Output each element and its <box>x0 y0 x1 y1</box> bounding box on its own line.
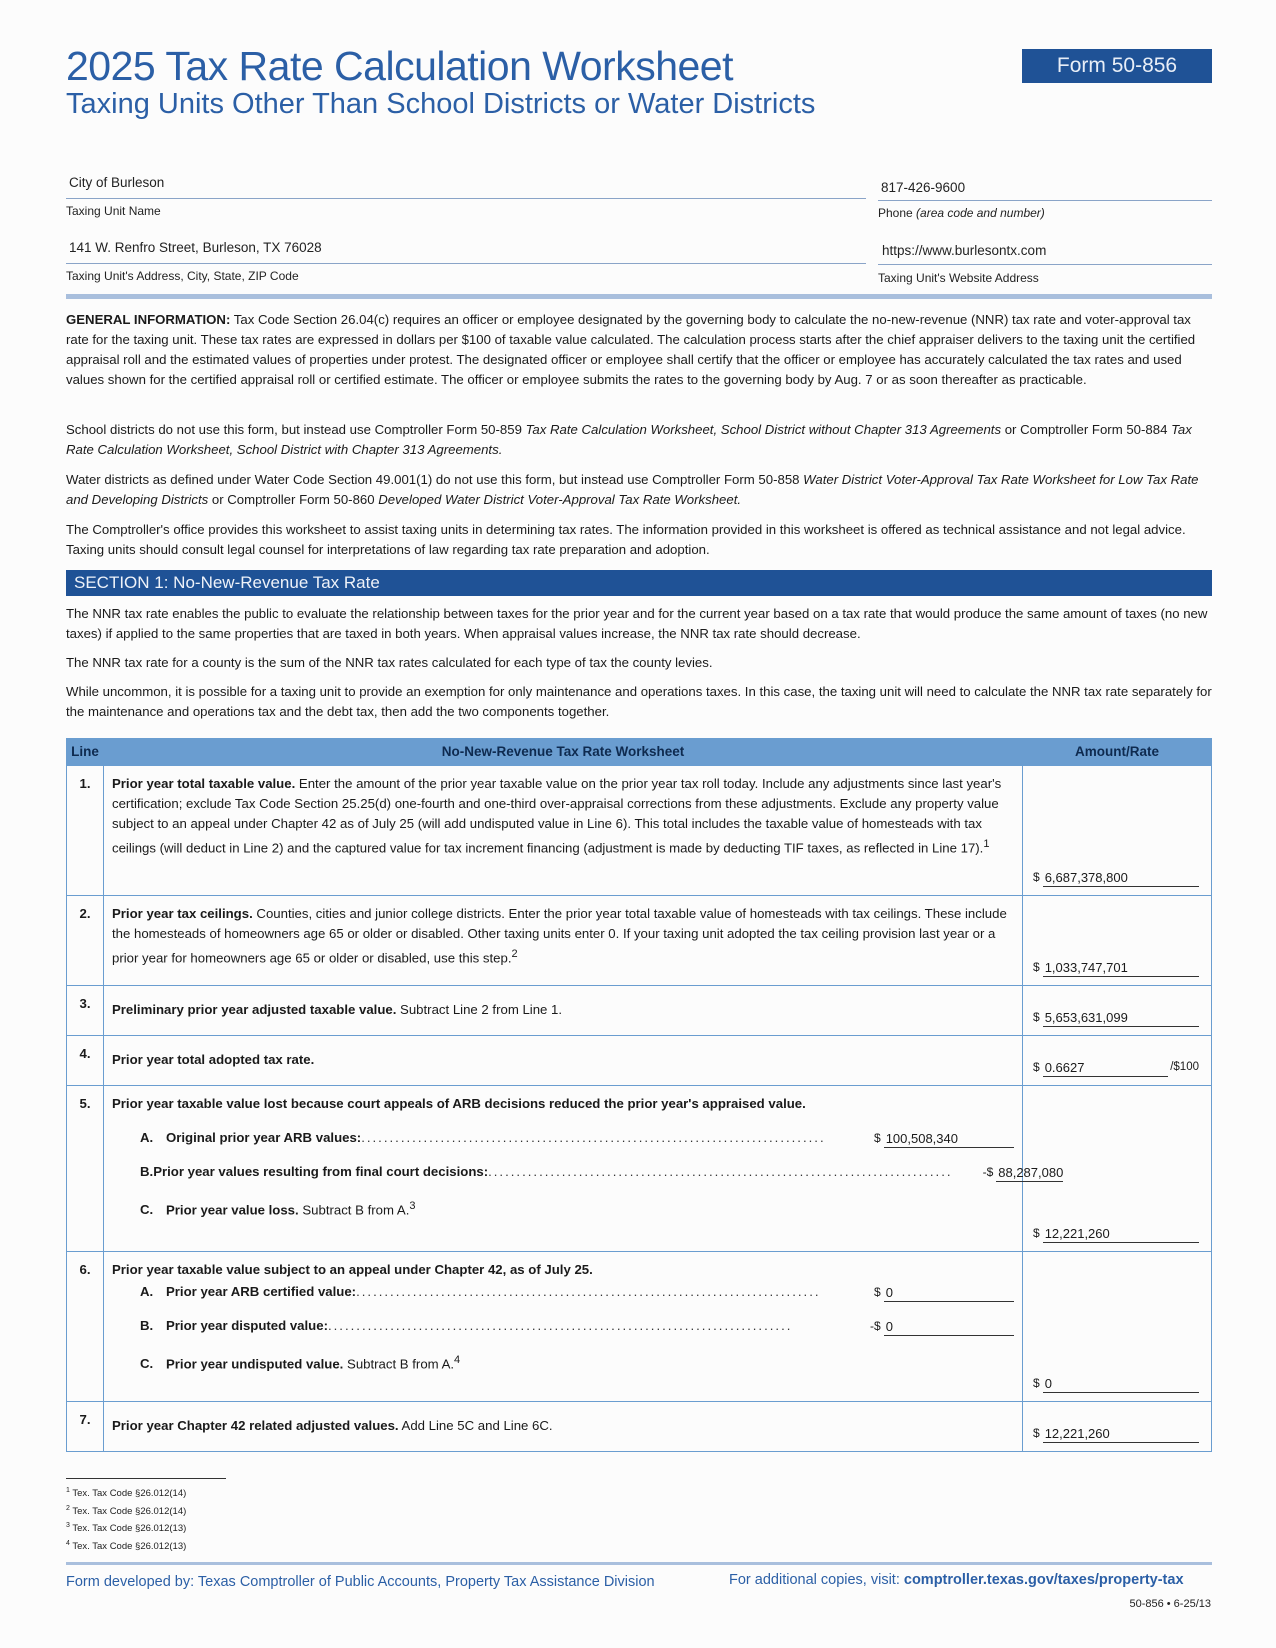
amount-field[interactable]: 1,033,747,701 <box>1043 959 1199 977</box>
sub-line-c: C. Prior year value loss. Subtract B from A.$^3$ <box>140 1200 416 1218</box>
leader-dots: .................................................................................. <box>361 1130 826 1145</box>
footnote-1: $^1$ Tex. Tax Code §26.012(14) <box>66 1487 187 1500</box>
rate-field[interactable]: 0.6627 <box>1043 1059 1169 1077</box>
col-line-header: Line <box>67 739 104 766</box>
sub-line-b: B. Prior year values resulting from final court decisions: .................................................................................. - $ 88,287,080 <box>140 1164 1064 1180</box>
water-districts-note: Water districts as defined under Water Code Section 49.001(1) do not use this form, but instead use Comptroller Form 50-858 Water District Voter-Approval Tax Rate Worksheet for Low Tax Rate and Developing Districts or Comptroller Form 50-860 Developed Water District Voter-Approval Tax Rate Worksheet. <box>66 472 1199 507</box>
leader-dots: .................................................................................. <box>327 1318 793 1333</box>
name-underline <box>66 198 866 199</box>
disputed-value-field[interactable]: 0 <box>884 1318 1014 1336</box>
form-revision-code: 50-856 • 6-25/13 <box>1129 1598 1211 1610</box>
amount-field[interactable]: 0 <box>1043 1375 1199 1393</box>
currency-sign: $ <box>1033 1426 1040 1440</box>
section-1-exemption-note: While uncommon, it is possible for a taxing unit to provide an exemption for only maintenance and operations taxes. In this case, the taxing unit will need to calculate the NNR tax rate separately for the maintenance and operations tax and the debt tax, then add the two components together. <box>66 684 1212 719</box>
court-decision-values-field[interactable]: 88,287,080 <box>998 1165 1064 1180</box>
line-number: 4. <box>67 1036 104 1086</box>
address-label: Taxing Unit's Address, City, State, ZIP Code <box>66 269 299 283</box>
table-row <box>67 1036 1212 1086</box>
line-number: 7. <box>67 1402 104 1452</box>
line-number: 1. <box>67 766 104 896</box>
col-amount-header: Amount/Rate <box>1023 739 1212 766</box>
amount-field[interactable]: 6,687,378,800 <box>1043 869 1199 887</box>
line-amount-cell <box>1023 986 1212 1036</box>
currency-sign: $ <box>1033 1226 1040 1240</box>
currency-sign: $ <box>1033 1060 1040 1074</box>
footnotes <box>66 1484 186 1555</box>
amount-field[interactable]: 12,221,260 <box>1043 1225 1199 1243</box>
table-row <box>67 766 1212 896</box>
per-100-suffix: /$100 <box>1170 1061 1199 1073</box>
footnote-3: $^3$ Tex. Tax Code §26.012(13) <box>66 1522 187 1535</box>
section-1-county-note: The NNR tax rate for a county is the sum of the NNR tax rates calculated for each type of tax the county levies. <box>66 655 713 670</box>
comptroller-link[interactable]: comptroller.texas.gov/taxes/property-tax <box>903 1572 1184 1588</box>
line-number: 6. <box>67 1252 104 1402</box>
table-row <box>67 1086 1212 1252</box>
line-description: Preliminary prior year adjusted taxable value. Subtract Line 2 from Line 1. <box>104 986 1023 1036</box>
currency-sign: $ <box>1033 1010 1040 1024</box>
table-row <box>67 896 1212 986</box>
line-description: Prior year total adopted tax rate. <box>104 1036 1023 1086</box>
website-field[interactable]: https://www.burlesontx.com <box>882 243 1047 258</box>
table-row <box>67 1402 1212 1452</box>
website-underline <box>878 264 1212 265</box>
sub-line-b: B. Prior year disputed value: .................................................................................. - $ 0 <box>112 1316 1014 1336</box>
line-number: 2. <box>67 896 104 986</box>
footnote-divider <box>66 1478 226 1479</box>
arb-certified-value-field[interactable]: 0 <box>884 1284 1014 1302</box>
line-amount-cell <box>1023 1402 1212 1452</box>
sub-line-a: A. Original prior year ARB values: .................................................................................. $ 100,508,340 <box>112 1128 1014 1148</box>
sub-line-c: C. Prior year undisputed value. Subtract B from A.$^4$ <box>140 1354 461 1372</box>
form-number-badge: Form 50-856 <box>1022 49 1212 83</box>
footer-developed-by: Form developed by: Texas Comptroller of Public Accounts, Property Tax Assistance Division <box>66 1574 655 1590</box>
table-row <box>67 1252 1212 1402</box>
leader-dots: .................................................................................. <box>356 1284 821 1299</box>
original-arb-values-field[interactable]: 100,508,340 <box>884 1130 1014 1148</box>
page-title: 2025 Tax Rate Calculation Worksheet <box>66 43 733 89</box>
phone-underline <box>878 200 1212 201</box>
footnote-2: $^2$ Tex. Tax Code §26.012(14) <box>66 1504 187 1517</box>
line-number: 5. <box>67 1086 104 1252</box>
footer-divider <box>66 1562 1212 1565</box>
line-amount-cell <box>1023 1036 1212 1086</box>
amount-field[interactable]: 5,653,631,099 <box>1043 1009 1199 1027</box>
currency-sign: $ <box>1033 1376 1040 1390</box>
nnr-worksheet-table <box>66 738 1212 1452</box>
general-information: GENERAL INFORMATION: Tax Code Section 26.04(c) requires an officer or employee designated by the governing body to calculate the no-new-revenue (NNR) tax rate and voter-approval tax rate for the taxing unit. These tax rates are expressed in dollars per $100 of taxable value calculated. The calculation process starts after the chief appraiser delivers to the taxing unit the certified appraisal roll and the estimated values of properties under protest. The designated officer or employee shall certify that the officer or employee has accurately calculated the tax rates and used values shown for the certified appraisal roll or certified estimate. The officer or employee submits the rates to the governing body by Aug. 7 or as soon thereafter as practicable. <box>66 312 1196 387</box>
footnote-4: $^4$ Tex. Tax Code §26.012(13) <box>66 1539 187 1553</box>
table-row <box>67 986 1212 1036</box>
line-description: Prior year taxable value subject to an appeal under Chapter 42, as of July 25. A. Prior year ARB certified value: .................................................................................. $ 0 B. Prior year disputed value: .................................................................................. - $ 0 C. Prior year undisputed value. Subtract B from A.$^4$ <box>104 1252 1023 1402</box>
page-subtitle: Taxing Units Other Than School Districts or Water Districts <box>66 88 816 120</box>
leader-dots: .................................................................................. <box>488 1164 953 1179</box>
currency-sign: $ <box>1033 870 1040 884</box>
header-divider <box>66 294 1212 299</box>
table-header-row <box>67 739 1212 766</box>
line-description: Prior year Chapter 42 related adjusted values. Add Line 5C and Line 6C. <box>104 1402 1023 1452</box>
line-description: Prior year taxable value lost because court appeals of ARB decisions reduced the prior year's appraised value. A. Original prior year ARB values: .................................................................................. $ 100,508,340 B. Prior year values resulting from final court decisions: .................................................................................. - $ 88,287,080 C. Prior year value loss. Subtract B from A.$^3$ <box>104 1086 1023 1252</box>
comptroller-note: The Comptroller's office provides this worksheet to assist taxing units in determining tax rates. The information provided in this worksheet is offered as technical assistance and not legal advice. Taxing units should consult legal counsel for interpretations of law regarding tax rate preparation and adoption. <box>66 522 1186 557</box>
section-1-header: SECTION 1: No-New-Revenue Tax Rate <box>66 570 1212 596</box>
col-description-header: No-New-Revenue Tax Rate Worksheet <box>104 739 1023 766</box>
sub-line-a: A. Prior year ARB certified value: .................................................................................. $ 0 <box>112 1282 1014 1302</box>
line-amount-cell <box>1023 896 1212 986</box>
currency-sign: $ <box>1033 960 1040 974</box>
address-underline <box>66 263 866 264</box>
phone-label: Phone (area code and number) <box>878 206 1045 220</box>
line-amount-cell <box>1023 766 1212 896</box>
line-amount-cell <box>1023 1252 1212 1402</box>
line-number: 3. <box>67 986 104 1036</box>
website-label: Taxing Unit's Website Address <box>878 271 1039 285</box>
phone-field[interactable]: 817-426-9600 <box>881 180 966 195</box>
school-districts-note: School districts do not use this form, but instead use Comptroller Form 50-859 Tax Rate Calculation Worksheet, School District without Chapter 313 Agreements or Comptroller Form 50-884 Tax Rate Calculation Worksheet, School District with Chapter 313 Agreements. <box>66 422 1192 457</box>
address-field[interactable]: 141 W. Renfro Street, Burleson, TX 76028 <box>69 240 322 255</box>
taxing-unit-name-field[interactable]: City of Burleson <box>69 175 165 190</box>
line-description: Prior year total taxable value. Enter the amount of the prior year taxable value on the prior year tax roll today. Include any adjustments since last year's certification; exclude Tax Code Section 25.25(d) one-fourth and one-third over-appraisal corrections from these adjustments. Exclude any property value subject to an appeal under Chapter 42 as of July 25 (will add undisputed value in Line 6). This total includes the taxable value of homesteads with tax ceilings (will deduct in Line 2) and the captured value for tax increment financing (adjustment is made by deducting TIF taxes, as reflected in Line 17).$^1$ <box>104 766 1023 896</box>
section-1-intro: The NNR tax rate enables the public to evaluate the relationship between taxes for the prior year and for the current year based on a tax rate that would produce the same amount of taxes (no new taxes) if applied to the same properties that are taxed in both years. When appraisal values increase, the NNR tax rate should decrease. <box>66 606 1208 641</box>
footer-copies: For additional copies, visit: comptroller.texas.gov/taxes/property-tax <box>729 1572 1184 1588</box>
amount-field[interactable]: 12,221,260 <box>1043 1425 1199 1443</box>
line-description: Prior year tax ceilings. Counties, cities and junior college districts. Enter the prior year total taxable value of homesteads with tax ceilings. These include the homesteads of homeowners age 65 or older or disabled. Other taxing units enter 0. If your taxing unit adopted the tax ceiling provision last year or a prior year for homeowners age 65 or older or disabled, use this step.$^2$ <box>104 896 1023 986</box>
taxing-unit-name-label: Taxing Unit Name <box>66 204 161 218</box>
